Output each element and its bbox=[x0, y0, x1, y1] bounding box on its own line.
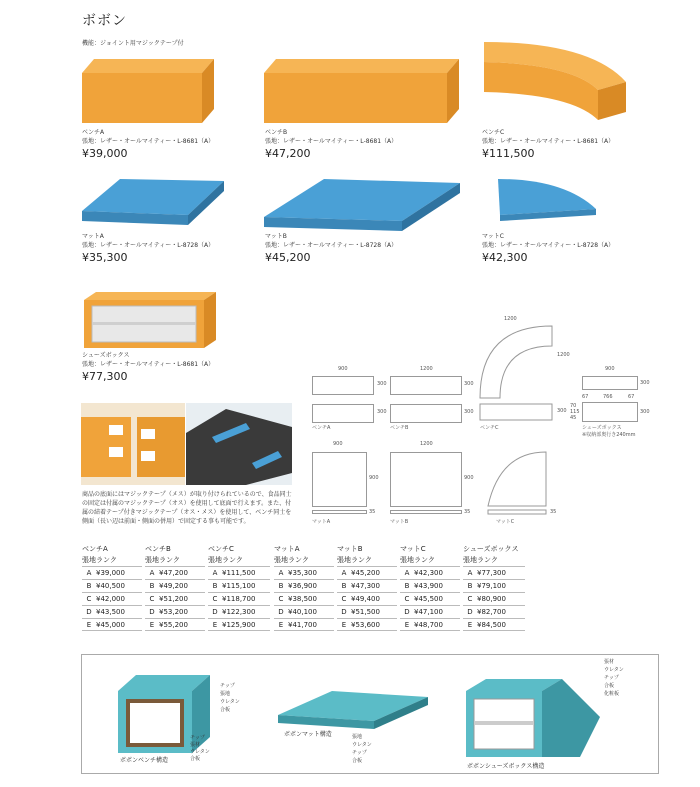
velcro-detail-photo bbox=[186, 403, 292, 485]
table-row: A ¥77,300 bbox=[463, 566, 525, 579]
mat-a-thickness: 35 bbox=[369, 509, 376, 515]
table-rank-label: 張地ランク bbox=[208, 556, 243, 564]
table-product-name: マットA bbox=[274, 545, 300, 553]
mat-c-plan bbox=[486, 450, 548, 516]
page-title: ボボン bbox=[82, 13, 127, 29]
mat-b-depth: 900 bbox=[464, 475, 474, 481]
mat-b-side bbox=[390, 510, 462, 514]
product-bench-b bbox=[265, 128, 397, 160]
bench-c-plan bbox=[478, 324, 554, 424]
bench-a-side-view bbox=[312, 404, 374, 423]
shoes-dim-s1: 70 bbox=[570, 403, 577, 409]
table-row: E ¥53,600 bbox=[337, 618, 397, 631]
shoes-structure-illustration bbox=[462, 677, 604, 761]
table-row: E ¥55,200 bbox=[145, 618, 205, 631]
mat-structure-illustration bbox=[276, 689, 430, 733]
product-price: ¥42,300 bbox=[482, 251, 528, 264]
bench-a-depth: 300 bbox=[377, 381, 387, 387]
product-material: 張地：レザー・オールマイティー・L‐8728（A） bbox=[265, 242, 398, 249]
table-row: C ¥118,700 bbox=[208, 592, 270, 605]
table-row: A ¥111,500 bbox=[208, 566, 270, 579]
table-rank-label: 張地ランク bbox=[274, 556, 309, 564]
bench-label: 張地 bbox=[220, 691, 231, 697]
shoes-depth: 300 bbox=[640, 380, 650, 386]
bench-a-width: 900 bbox=[338, 366, 348, 372]
shoes-width: 900 bbox=[605, 366, 615, 372]
table-row: C ¥49,400 bbox=[337, 592, 397, 605]
table-row: B ¥79,100 bbox=[463, 579, 525, 592]
product-shoes-box bbox=[82, 351, 214, 383]
mat-label: ウレタン bbox=[352, 742, 372, 748]
table-row: A ¥47,200 bbox=[145, 566, 205, 579]
mat-a-label: マットA bbox=[312, 519, 331, 525]
shoes-front-view bbox=[582, 402, 638, 422]
shoes-dim-s2: 115 bbox=[570, 409, 580, 415]
product-mat-a bbox=[82, 232, 214, 264]
product-material: 張地：レザー・オールマイティー・L‐8728（A） bbox=[82, 242, 215, 249]
table-row: A ¥39,000 bbox=[82, 566, 142, 579]
table-product-name: シューズボックス bbox=[463, 545, 519, 553]
product-material: 張地：レザー・オールマイティー・L‐8681（A） bbox=[82, 138, 215, 145]
bench-c-height: 300 bbox=[557, 408, 567, 414]
price-table-shoes-box bbox=[463, 544, 525, 631]
mat-a-width: 900 bbox=[333, 441, 343, 447]
mat-c-image bbox=[490, 175, 600, 225]
shoes-box-image bbox=[80, 290, 220, 350]
table-row: C ¥80,900 bbox=[463, 592, 525, 605]
table-row: E ¥48,700 bbox=[400, 618, 460, 631]
table-row: C ¥42,000 bbox=[82, 592, 142, 605]
table-row: B ¥115,100 bbox=[208, 579, 270, 592]
table-row: D ¥53,200 bbox=[145, 605, 205, 618]
product-price: ¥45,200 bbox=[265, 251, 311, 264]
table-row: E ¥84,500 bbox=[463, 618, 525, 631]
table-product-name: ベンチC bbox=[208, 545, 234, 553]
description-text: 商品の底面にはマジックテープ（メス）が取り付けられているので、食品同士の固定は付属のマジックテープ（オス）を使用して底面で行えます。また、付属の結着テープ付きマジックテープ（オス・メス）を使用して、ベンチ同士を側面（長い辺は前面・側面の併用）で固定する事も可能です。 bbox=[82, 491, 292, 525]
table-row: D ¥122,300 bbox=[208, 605, 270, 618]
table-rank-label: 張地ランク bbox=[145, 556, 180, 564]
bench-a-image bbox=[80, 55, 215, 125]
bench-label: ウレタン bbox=[190, 749, 210, 755]
bench-c-label: ベンチC bbox=[480, 425, 499, 431]
mat-b-image bbox=[262, 175, 462, 235]
table-row: E ¥41,700 bbox=[274, 618, 334, 631]
table-rank-label: 張地ランク bbox=[463, 556, 498, 564]
product-name: マットC bbox=[482, 233, 504, 240]
shoes-label: シューズボックス bbox=[582, 425, 622, 431]
price-table-bench-a bbox=[82, 544, 142, 631]
bench-label: チップ bbox=[190, 735, 205, 741]
table-row: C ¥45,500 bbox=[400, 592, 460, 605]
bench-b-height: 300 bbox=[464, 409, 474, 415]
shoes-label: ウレタン bbox=[604, 667, 624, 673]
product-name: シューズボックス bbox=[82, 352, 130, 359]
shoes-dim-c: 67 bbox=[628, 394, 635, 400]
table-product-name: ベンチA bbox=[82, 545, 108, 553]
bench-a-height: 300 bbox=[377, 409, 387, 415]
table-row: D ¥40,100 bbox=[274, 605, 334, 618]
table-row: A ¥45,200 bbox=[337, 566, 397, 579]
bench-a-label: ベンチA bbox=[312, 425, 331, 431]
bench-b-side-view bbox=[390, 404, 462, 423]
joint-detail-photo bbox=[81, 403, 185, 485]
table-row: A ¥42,300 bbox=[400, 566, 460, 579]
product-price: ¥47,200 bbox=[265, 147, 311, 160]
table-row: E ¥45,000 bbox=[82, 618, 142, 631]
price-table-mat-a bbox=[274, 544, 334, 631]
product-name: ベンチB bbox=[265, 129, 288, 136]
product-name: マットA bbox=[82, 233, 104, 240]
shoes-dim-b: 766 bbox=[603, 394, 613, 400]
table-product-name: マットB bbox=[337, 545, 363, 553]
bench-c-image bbox=[480, 38, 630, 123]
table-product-name: マットC bbox=[400, 545, 426, 553]
mat-a-image bbox=[80, 175, 225, 235]
shoes-note: ※収納部奥行き240mm bbox=[582, 432, 636, 438]
table-rank-label: 張地ランク bbox=[82, 556, 117, 564]
product-material: 張地：レザー・オールマイティー・L‐8681（A） bbox=[82, 361, 215, 368]
shoes-dim-a: 67 bbox=[582, 394, 589, 400]
shoes-label: チップ bbox=[604, 675, 619, 681]
product-name: ベンチC bbox=[482, 129, 505, 136]
price-table-mat-c bbox=[400, 544, 460, 631]
bench-b-top-view bbox=[390, 376, 462, 395]
shoes-label: 張材 bbox=[604, 659, 615, 665]
table-row: D ¥43,500 bbox=[82, 605, 142, 618]
table-row: B ¥47,300 bbox=[337, 579, 397, 592]
product-bench-c bbox=[482, 128, 614, 160]
mat-structure-caption: ボボンマット構造 bbox=[284, 731, 332, 738]
table-row: D ¥47,100 bbox=[400, 605, 460, 618]
bench-label: チップ bbox=[220, 683, 235, 689]
shoes-label: 化粧板 bbox=[604, 691, 620, 697]
table-row: E ¥125,900 bbox=[208, 618, 270, 631]
product-name: マットB bbox=[265, 233, 287, 240]
table-row: D ¥82,700 bbox=[463, 605, 525, 618]
bench-label: ウレタン bbox=[220, 699, 240, 705]
bench-b-image bbox=[262, 55, 462, 125]
table-row: C ¥38,500 bbox=[274, 592, 334, 605]
table-row: B ¥43,900 bbox=[400, 579, 460, 592]
shoes-top-view bbox=[582, 376, 638, 390]
product-mat-b bbox=[265, 232, 397, 264]
feature-note: 機能：ジョイント用マジックテープ付 bbox=[82, 40, 184, 47]
table-row: C ¥51,200 bbox=[145, 592, 205, 605]
price-table-bench-c bbox=[208, 544, 270, 631]
bench-c-width: 1200 bbox=[504, 316, 517, 322]
product-mat-c bbox=[482, 232, 614, 264]
table-row: B ¥49,200 bbox=[145, 579, 205, 592]
table-row: B ¥36,900 bbox=[274, 579, 334, 592]
table-rank-label: 張地ランク bbox=[337, 556, 372, 564]
product-price: ¥35,300 bbox=[82, 251, 128, 264]
table-product-name: ベンチB bbox=[145, 545, 171, 553]
product-price: ¥77,300 bbox=[82, 370, 128, 383]
mat-label: 合板 bbox=[352, 758, 363, 764]
mat-a-side bbox=[312, 510, 367, 514]
mat-label: チップ bbox=[352, 750, 367, 756]
shoes-height: 300 bbox=[640, 409, 650, 415]
product-bench-a bbox=[82, 128, 214, 160]
shoes-dim-s3: 45 bbox=[570, 415, 577, 421]
bench-b-label: ベンチB bbox=[390, 425, 409, 431]
mat-c-thickness: 35 bbox=[550, 509, 557, 515]
product-material: 張地：レザー・オールマイティー・L‐8728（A） bbox=[482, 242, 615, 249]
mat-b-width: 1200 bbox=[420, 441, 433, 447]
mat-label: 張地 bbox=[352, 734, 363, 740]
table-row: A ¥35,300 bbox=[274, 566, 334, 579]
product-name: ベンチA bbox=[82, 129, 105, 136]
price-table-mat-b bbox=[337, 544, 397, 631]
bench-c-length: 1200 bbox=[557, 352, 570, 358]
product-price: ¥111,500 bbox=[482, 147, 535, 160]
bench-a-top-view bbox=[312, 376, 374, 395]
product-price: ¥39,000 bbox=[82, 147, 128, 160]
mat-c-label: マットC bbox=[496, 519, 515, 525]
bench-label: 張材 bbox=[190, 742, 201, 748]
table-row: D ¥51,500 bbox=[337, 605, 397, 618]
mat-b-thickness: 35 bbox=[464, 509, 471, 515]
product-material: 張地：レザー・オールマイティー・L‐8681（A） bbox=[265, 138, 398, 145]
table-row: B ¥40,500 bbox=[82, 579, 142, 592]
shoes-structure-caption: ボボンシューズボックス構造 bbox=[467, 763, 545, 770]
bench-b-width: 1200 bbox=[420, 366, 433, 372]
mat-b-plan bbox=[390, 452, 462, 507]
bench-label: 合板 bbox=[190, 756, 201, 762]
structure-diagrams bbox=[81, 654, 659, 774]
table-rank-label: 張地ランク bbox=[400, 556, 435, 564]
mat-a-depth: 900 bbox=[369, 475, 379, 481]
bench-b-depth: 300 bbox=[464, 381, 474, 387]
mat-a-plan bbox=[312, 452, 367, 507]
bench-structure-caption: ボボンベンチ構造 bbox=[120, 757, 169, 764]
bench-label: 合板 bbox=[220, 707, 231, 713]
product-material: 張地：レザー・オールマイティー・L‐8681（A） bbox=[482, 138, 615, 145]
price-table-bench-b bbox=[145, 544, 205, 631]
mat-b-label: マットB bbox=[390, 519, 409, 525]
shoes-label: 合板 bbox=[604, 683, 615, 689]
